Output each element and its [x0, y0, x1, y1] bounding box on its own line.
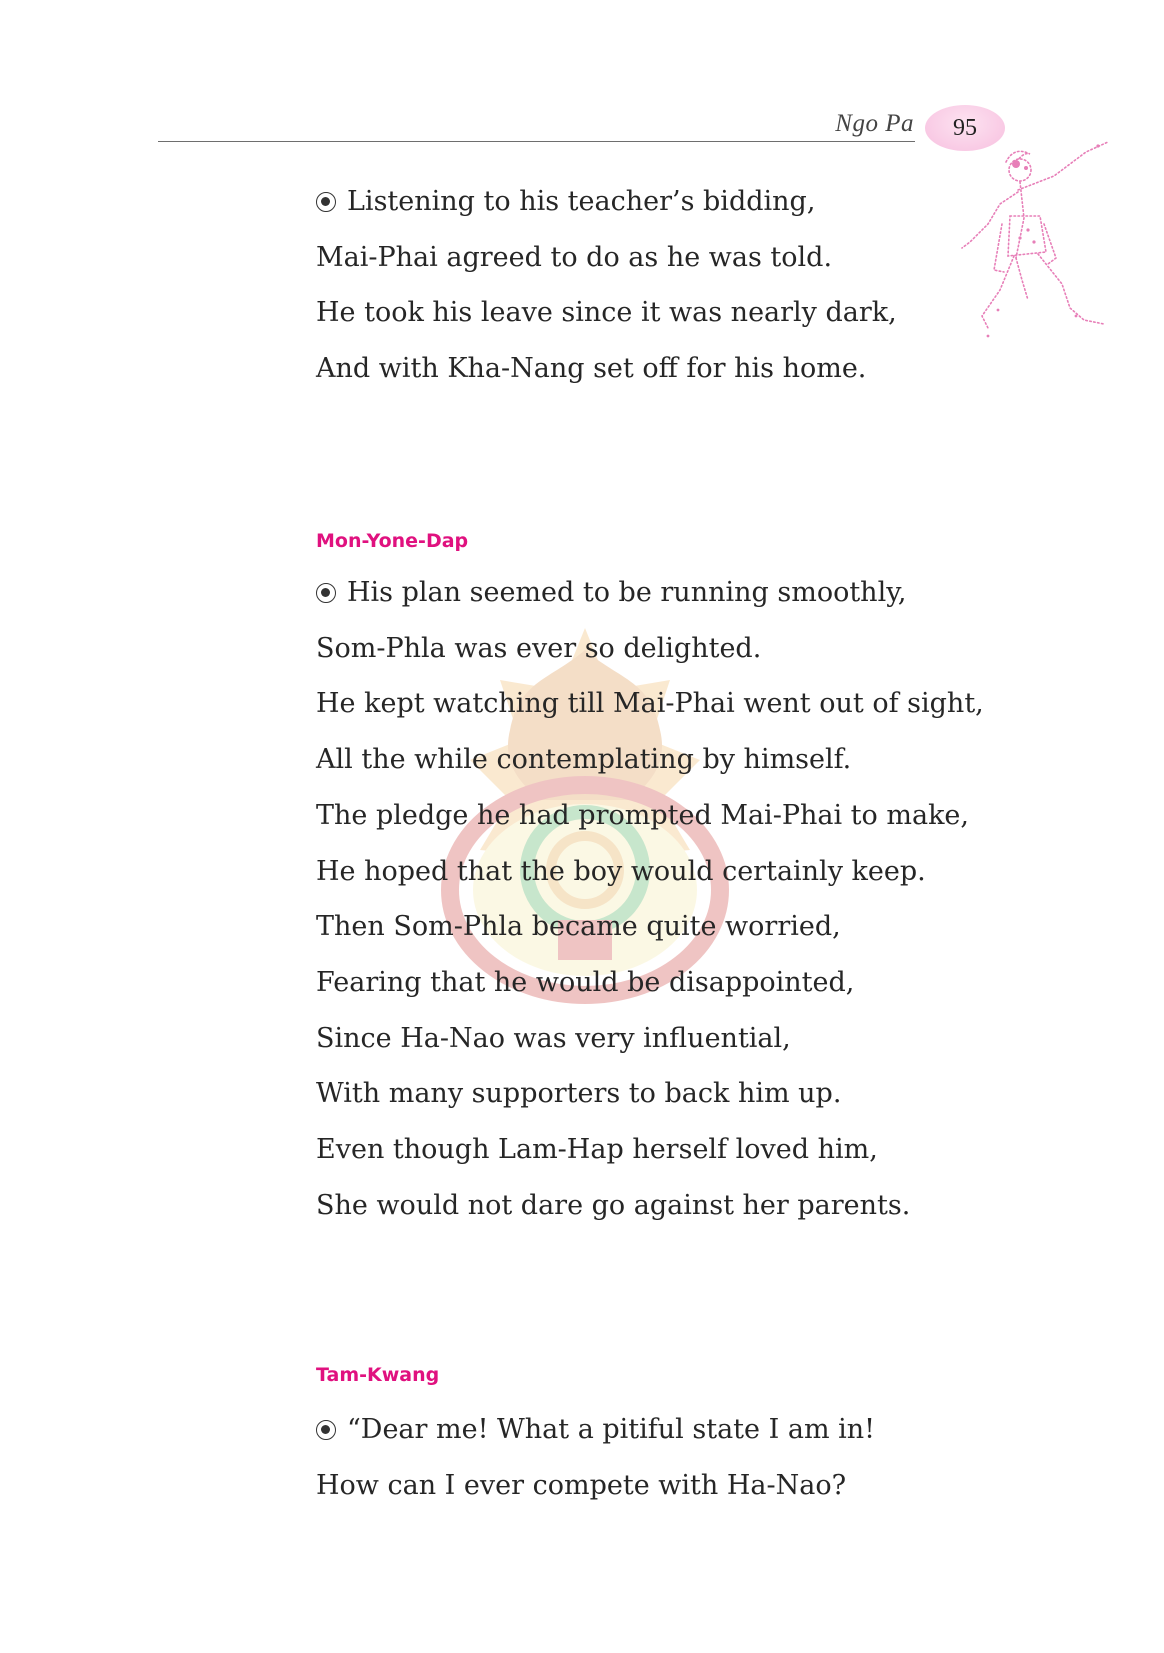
verse-line: He took his leave since it was nearly dark,: [316, 297, 897, 329]
verse-line: How can I ever compete with Ha-Nao?: [316, 1469, 847, 1501]
verse-line: She would not dare go against her parents.: [316, 1189, 911, 1221]
verse-line: “Dear me! What a pitiful state I am in!: [316, 1402, 1016, 1458]
verse-line: Then Som-Phla became quite worried,: [316, 911, 841, 943]
verse-line: He hoped that the boy would certainly keep.: [316, 855, 926, 887]
section-heading-tam-kwang: Tam-Kwang: [316, 1364, 440, 1386]
verse-line: With many supporters to back him up.: [316, 1078, 842, 1110]
verse-line: The pledge he had prompted Mai-Phai to make,: [316, 799, 969, 831]
stanza-1: [316, 174, 1016, 397]
page-number: 95: [953, 114, 977, 141]
verse-line: Mai-Phai agreed to do as he was told.: [316, 241, 833, 273]
verse-line: Even though Lam-Hap herself loved him,: [316, 1134, 878, 1166]
verse-line: All the while contemplating by himself.: [316, 744, 852, 776]
verse-line: Listening to his teacher’s bidding,: [316, 174, 1016, 230]
verse-line: Fearing that he would be disappointed,: [316, 966, 855, 998]
section-heading-mon-yone-dap: Mon-Yone-Dap: [316, 530, 469, 552]
verse-line: And with Kha-Nang set off for his home.: [316, 353, 867, 385]
verse-bullet-icon: [316, 1420, 336, 1440]
running-title: Ngo Pa: [835, 110, 914, 137]
verse-line: Som-Phla was ever so delighted.: [316, 632, 762, 664]
verse-bullet-icon: [316, 192, 336, 212]
verse-line: Since Ha-Nao was very influential,: [316, 1022, 791, 1054]
header-rule: [158, 141, 915, 142]
verse-line: His plan seemed to be running smoothly,: [316, 565, 1016, 621]
verse-line: He kept watching till Mai-Phai went out of sight,: [316, 688, 984, 720]
stanza-2: [316, 565, 1016, 1233]
stanza-3: [316, 1402, 1016, 1513]
verse-bullet-icon: [316, 583, 336, 603]
